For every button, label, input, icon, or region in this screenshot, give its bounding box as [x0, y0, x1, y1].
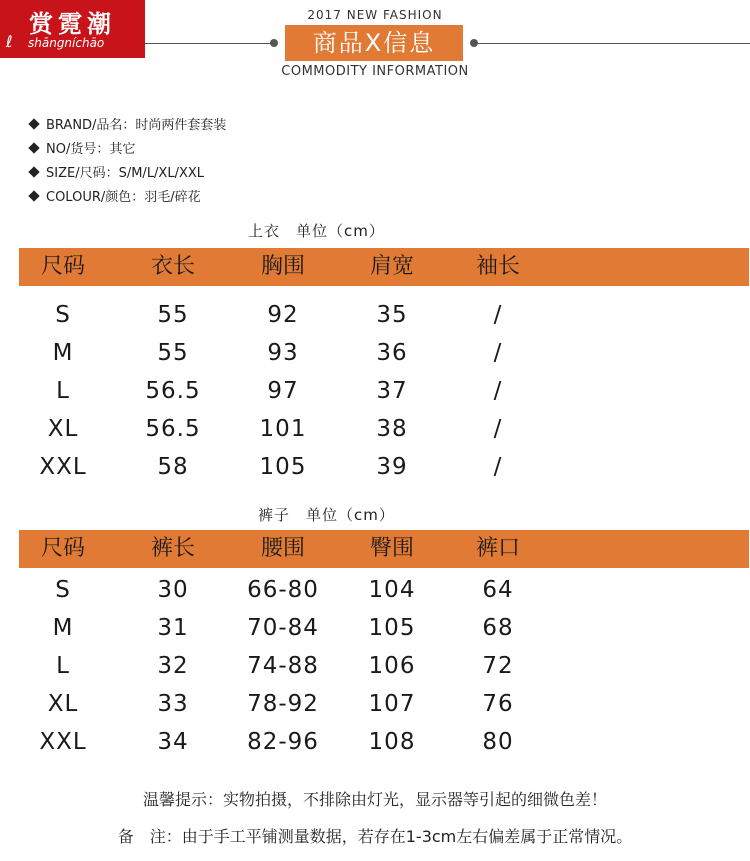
pants-unit-label: 裤子 单位（cm） — [258, 506, 395, 524]
table-cell: 31 — [157, 615, 189, 641]
table-cell: S — [55, 302, 71, 328]
table-row — [0, 609, 750, 647]
info-size: SIZE/尺码：S/M/L/XL/XXL — [28, 162, 226, 186]
table-cell: L — [56, 653, 70, 679]
table-cell: XXL — [39, 454, 87, 480]
table-cell: XL — [47, 691, 79, 717]
top-header-sleeve: 袖长 — [475, 254, 520, 279]
table-cell: 36 — [376, 340, 408, 366]
table-cell: 37 — [376, 378, 408, 404]
top-header-shoulder: 肩宽 — [369, 254, 414, 279]
table-row — [0, 296, 750, 334]
pants-header-hip: 臀围 — [369, 536, 414, 561]
table-cell: / — [493, 416, 503, 442]
table-cell: 32 — [157, 653, 189, 679]
table-cell: 56.5 — [145, 416, 201, 442]
table-row — [0, 448, 750, 486]
header-line-left — [145, 43, 275, 44]
table-cell: 68 — [482, 615, 514, 641]
table-cell: 93 — [267, 340, 299, 366]
table-cell: / — [493, 454, 503, 480]
table-cell: 106 — [368, 653, 416, 679]
logo-pinyin: shāngníchāo — [28, 36, 105, 50]
pants-header-waist: 腰围 — [260, 536, 305, 561]
table-row — [0, 647, 750, 685]
table-cell: XXL — [39, 729, 87, 755]
info-number: NO/货号：其它 — [28, 138, 226, 162]
table-cell: XL — [47, 416, 79, 442]
table-cell: 66-80 — [247, 577, 319, 603]
table-cell: 58 — [157, 454, 189, 480]
table-cell: 104 — [368, 577, 416, 603]
diamond-bullet-icon — [28, 118, 39, 129]
table-cell: 92 — [267, 302, 299, 328]
table-cell: 56.5 — [145, 378, 201, 404]
top-table-header — [19, 248, 749, 286]
diamond-bullet-icon — [28, 166, 39, 177]
diamond-bullet-icon — [28, 142, 39, 153]
pants-header-hem: 裤口 — [475, 536, 520, 561]
table-cell: 76 — [482, 691, 514, 717]
table-cell: 74-88 — [247, 653, 319, 679]
logo-swirl-icon: ℓ — [6, 32, 13, 51]
table-cell: 70-84 — [247, 615, 319, 641]
brand-logo — [0, 0, 145, 58]
table-row — [0, 372, 750, 410]
table-cell: 64 — [482, 577, 514, 603]
table-cell: 34 — [157, 729, 189, 755]
table-cell: M — [52, 340, 74, 366]
table-cell: / — [493, 378, 503, 404]
pants-header-size: 尺码 — [40, 536, 85, 561]
table-cell: 101 — [259, 416, 307, 442]
table-cell: 80 — [482, 729, 514, 755]
header-title: 商品X信息 — [285, 25, 463, 61]
table-cell: 97 — [267, 378, 299, 404]
header-line-right — [478, 43, 750, 44]
info-colour: COLOUR/颜色：羽毛/碎花 — [28, 186, 226, 210]
table-cell: S — [55, 577, 71, 603]
table-cell: 35 — [376, 302, 408, 328]
table-cell: 55 — [157, 302, 189, 328]
remark-note: 备 注：由于手工平铺测量数据，若存在1-3cm左右偏差属于正常情况。 — [117, 827, 633, 846]
pants-table-header — [19, 530, 749, 568]
table-cell: 107 — [368, 691, 416, 717]
header-dot-left — [270, 39, 278, 47]
logo-text: 赏霓潮 — [29, 9, 116, 38]
top-unit-label: 上衣 单位（cm） — [248, 222, 385, 240]
tip-note: 温馨提示：实物拍摄，不排除由灯光，显示器等引起的细微色差！ — [142, 790, 607, 809]
table-cell: 105 — [259, 454, 307, 480]
table-cell: 33 — [157, 691, 189, 717]
table-row — [0, 571, 750, 609]
table-row — [0, 723, 750, 761]
table-cell: 105 — [368, 615, 416, 641]
table-cell: 82-96 — [247, 729, 319, 755]
table-row — [0, 685, 750, 723]
table-cell: / — [493, 302, 503, 328]
pants-header-length: 裤长 — [150, 536, 195, 561]
header-subtitle: 2017 NEW FASHION — [307, 8, 443, 22]
table-cell: 72 — [482, 653, 514, 679]
info-brand: BRAND/品名：时尚两件套套装 — [28, 114, 226, 138]
table-cell: 78-92 — [247, 691, 319, 717]
table-cell: 38 — [376, 416, 408, 442]
top-header-size: 尺码 — [40, 254, 85, 279]
product-info-list — [28, 114, 226, 210]
diamond-bullet-icon — [28, 190, 39, 201]
table-cell: / — [493, 340, 503, 366]
top-header-length: 衣长 — [150, 254, 195, 279]
table-cell: 39 — [376, 454, 408, 480]
table-cell: M — [52, 615, 74, 641]
table-cell: L — [56, 378, 70, 404]
table-row — [0, 410, 750, 448]
table-cell: 55 — [157, 340, 189, 366]
table-cell: 30 — [157, 577, 189, 603]
table-cell: 108 — [368, 729, 416, 755]
top-header-chest: 胸围 — [260, 254, 305, 279]
header-dot-right — [470, 39, 478, 47]
header-english: COMMODITY INFORMATION — [281, 64, 469, 79]
table-row — [0, 334, 750, 372]
